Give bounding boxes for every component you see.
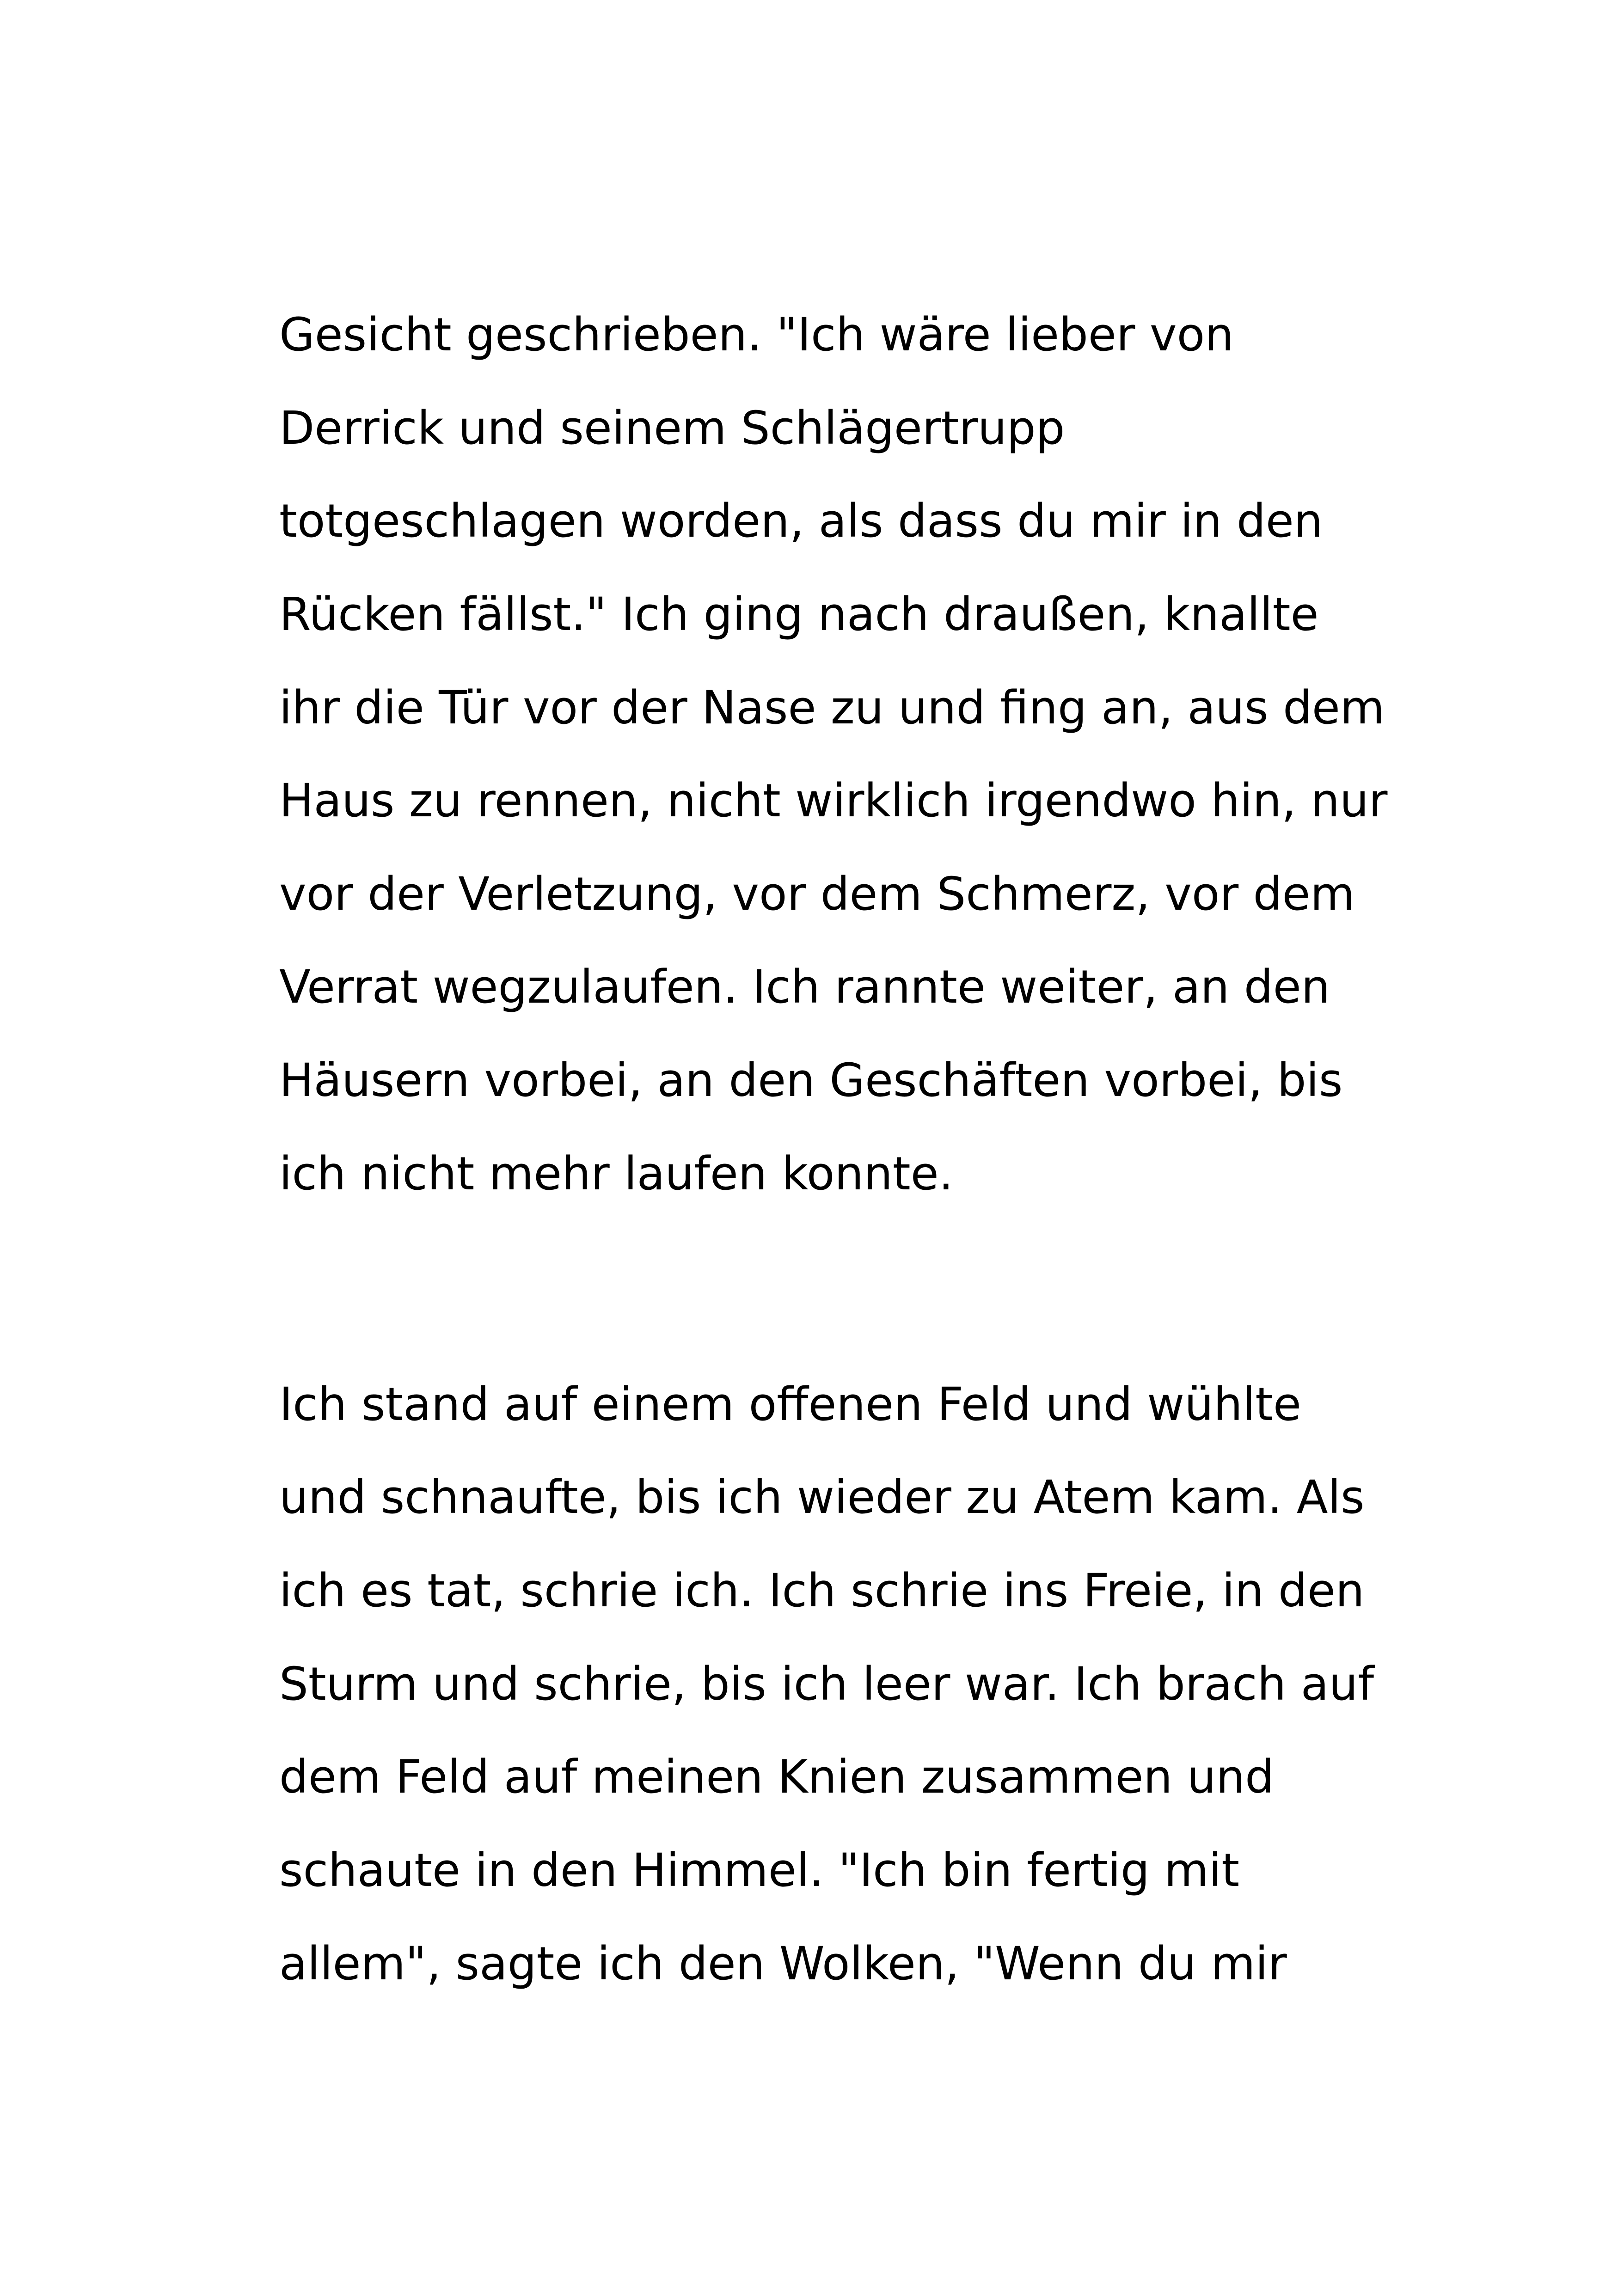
text-line: und schnaufte, bis ich wieder zu Atem kam. Als bbox=[279, 1471, 1365, 1524]
text-line: Sturm und schrie, bis ich leer war. Ich brach auf bbox=[279, 1658, 1374, 1711]
text-line: vor der Verletzung, vor dem Schmerz, vor dem bbox=[279, 868, 1355, 921]
text-line: ich nicht mehr laufen konnte. bbox=[279, 1147, 954, 1200]
text-line: ich es tat, schrie ich. Ich schrie ins Freie, in den bbox=[279, 1564, 1365, 1617]
text-line: allem", sagte ich den Wolken, "Wenn du mir bbox=[279, 1937, 1287, 1990]
text-line: ihr die Tür vor der Nase zu und fing an, aus dem bbox=[279, 681, 1385, 735]
text-line: Verrat wegzulaufen. Ich rannte weiter, an den bbox=[279, 961, 1330, 1014]
text-line: Derrick und seinem Schlägertrupp bbox=[279, 402, 1065, 455]
text-line: Rücken fällst." Ich ging nach draußen, knallte bbox=[279, 588, 1319, 641]
text-line: schaute in den Himmel. "Ich bin fertig mit bbox=[279, 1844, 1240, 1897]
text-line: Ich stand auf einem offenen Feld und wühlte bbox=[279, 1378, 1301, 1431]
text-line: Häusern vorbei, an den Geschäften vorbei, bis bbox=[279, 1054, 1343, 1107]
text-line: Haus zu rennen, nicht wirklich irgendwo hin, nur bbox=[279, 774, 1388, 827]
text-line: Gesicht geschrieben. "Ich wäre lieber von bbox=[279, 308, 1234, 361]
text-line: totgeschlagen worden, als dass du mir in den bbox=[279, 495, 1323, 548]
text-line: dem Feld auf meinen Knien zusammen und bbox=[279, 1751, 1274, 1804]
